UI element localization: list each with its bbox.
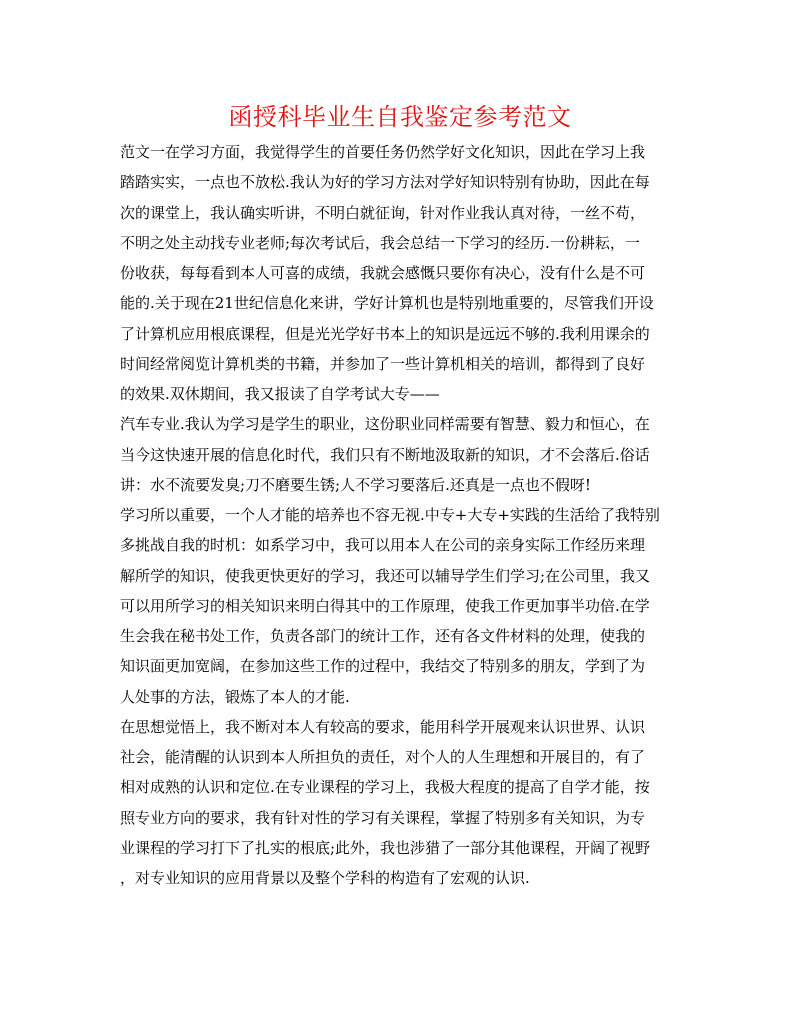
- body-line: 次的课堂上，我认确实听讲，不明白就征询，针对作业我认真对待，一丝不苟，: [120, 203, 646, 222]
- body-line: 生会我在秘书处工作，负责各部门的统计工作，还有各文件材料的处理，使我的: [120, 627, 646, 645]
- body-line: 份收获，每每看到本人可喜的成绩，我就会感慨只要你有决心，没有什么是不可: [120, 264, 646, 282]
- body-line: 了计算机应用根底课程，但是光光学好书本上的知识是远远不够的.我利用课余的: [120, 324, 650, 343]
- body-line: 相对成熟的认识和定位.在专业课程的学习上，我极大程度的提高了自学才能，按: [120, 778, 650, 797]
- body-line: 社会，能清醒的认识到本人所担负的责任，对个人的人生理想和开展目的，有了: [120, 748, 646, 766]
- body-line: 能的.关于现在21世纪信息化来讲，学好计算机也是特别地重要的，尽管我们开设: [120, 294, 654, 313]
- body-line: ，对专业知识的应用背景以及整个学科的构造有了宏观的认识.: [120, 869, 530, 887]
- body-line: 业课程的学习打下了扎实的根底;此外，我也涉猎了一部分其他课程，开阔了视野: [120, 838, 651, 857]
- body-line: 讲：水不流要发臭;刀不磨要生锈;人不学习要落后.还真是一点也不假呀!: [120, 475, 591, 494]
- document-body: [120, 137, 680, 893]
- body-line: 解所学的知识，使我更快更好的学习，我还可以辅导学生们学习;在公司里，我又: [120, 566, 651, 585]
- body-line: 知识面更加宽阔，在参加这些工作的过程中，我结交了特别多的朋友，学到了为: [120, 657, 646, 676]
- body-line: 汽车专业.我认为学习是学生的职业，这份职业同样需要有智慧、毅力和恒心，在: [120, 415, 650, 434]
- document-title: 函授科毕业生自我鉴定参考范文: [228, 103, 572, 131]
- body-line: 时间经常阅览计算机类的书籍，并参加了一些计算机相关的培训，都得到了良好: [120, 354, 646, 373]
- body-line: 照专业方向的要求，我有针对性的学习有关课程，掌握了特别多有关知识，为专: [120, 808, 646, 827]
- body-line: 踏踏实实，一点也不放松.我认为好的学习方法对学好知识特别有协助，因此在每: [120, 173, 650, 192]
- body-line: 不明之处主动找专业老师;每次考试后，我会总结一下学习的经历.一份耕耘，一: [120, 233, 640, 252]
- body-line: 学习所以重要，一个人才能的培养也不容无视.中专+大专+实践的生活给了我特别: [120, 506, 660, 524]
- body-line: 多挑战自我的时机：如系学习中，我可以用本人在公司的亲身实际工作经历来理: [120, 536, 646, 555]
- body-line: 的效果.双休期间，我又报读了自学考试大专——: [120, 385, 440, 403]
- body-line: 在思想觉悟上，我不断对本人有较高的要求，能用科学开展观来认识世界、认识: [120, 717, 646, 736]
- body-line: 可以用所学习的相关知识来明白得其中的工作原理，使我工作更加事半功倍.在学: [120, 596, 650, 615]
- body-line: 范文一在学习方面，我觉得学生的首要任务仍然学好文化知识，因此在学习上我: [120, 143, 646, 161]
- body-line: 当今这快速开展的信息化时代，我们只有不断地汲取新的知识，才不会落后.俗话: [120, 445, 650, 464]
- body-line: 人处事的方法，锻炼了本人的才能.: [120, 687, 350, 706]
